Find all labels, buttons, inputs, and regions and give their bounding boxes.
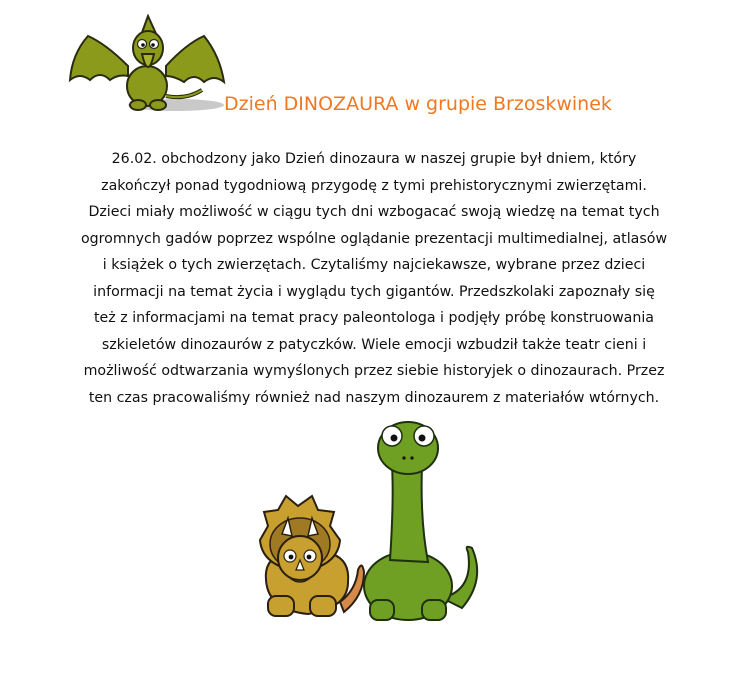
dinosaurs-illustration: [252, 410, 492, 622]
article-line: ogromnych gadów poprzez wspólne oglądanie prezentacji multimedialnej, atlasów: [80, 230, 668, 247]
article-line: szkieletów dinozaurów z patyczków. Wiele emocji wzbudził także teatr cieni i: [101, 336, 647, 353]
article-body: [40, 146, 708, 411]
article-line: zakończył ponad tygodniową przygodę z tymi prehistorycznymi zwierzętami.: [101, 177, 647, 194]
article-line: informacji na temat życia i wyglądu tych gigantów. Przedszkolaki zapoznały się: [93, 283, 655, 300]
article-line: Dzieci miały możliwość w ciągu tych dni wzbogacać swoją wiedzę na temat tych: [88, 204, 660, 220]
pterodactyl-illustration: [66, 14, 226, 116]
article-line: 26.02. obchodzony jako Dzień dinozaura w naszej grupie był dniem, który: [111, 151, 637, 167]
article-line: i książek o tych zwierzętach. Czytaliśmy najciekawsze, wybrane przez dzieci: [102, 257, 646, 273]
page-title: Dzień DINOZAURA w grupie Brzoskwinek: [224, 93, 612, 115]
article-line: możliwość odtwarzania wymyślonych przez siebie historyjek o dinozaurach. Przez: [83, 363, 665, 379]
article-line: ten czas pracowaliśmy również nad naszym dinozaurem z materiałów wtórnych.: [88, 389, 660, 406]
article-line: też z informacjami na temat pracy paleontologa i podjęły próbę konstruowania: [93, 310, 655, 326]
